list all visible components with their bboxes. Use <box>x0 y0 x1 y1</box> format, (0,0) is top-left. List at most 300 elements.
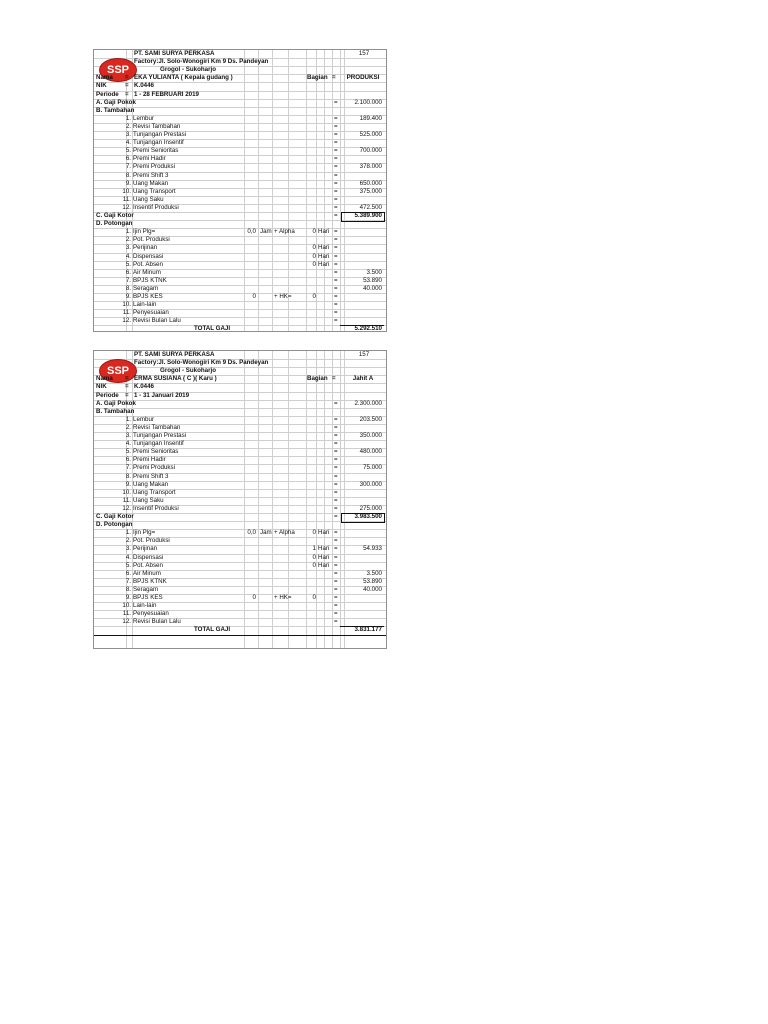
item-eq: = <box>334 537 338 545</box>
ssp-logo: SSP <box>99 359 137 383</box>
total-gaji-label: TOTAL GAJI <box>194 325 231 332</box>
item-number: 8. <box>125 171 131 179</box>
item-number: 6. <box>125 569 131 577</box>
tambahan-item-row <box>94 172 386 180</box>
item-value: 472.500 <box>359 203 382 211</box>
item-value: 3.500 <box>366 569 382 577</box>
item-label: Revisi Tambahan <box>133 423 181 431</box>
item-eq: = <box>334 203 338 211</box>
item-number: 7. <box>125 464 131 472</box>
item-label: Insentif Produksi <box>133 203 179 211</box>
tambahan-item-row <box>94 131 386 139</box>
item-label: Lain-lain <box>133 602 157 610</box>
item-days: 1 <box>312 545 316 553</box>
periode-eq: = <box>125 90 129 98</box>
gaji-pokok-row <box>94 99 386 107</box>
item-days: 0 <box>312 561 316 569</box>
item-label: Lembur <box>133 114 154 122</box>
item-hours: 0,0 <box>247 529 256 537</box>
item-label: Ijin Plg= <box>133 529 156 537</box>
potongan-item-row <box>94 244 386 252</box>
item-days-unit: Hari <box>318 252 330 260</box>
item-label: Revisi Tambahan <box>133 122 181 130</box>
total-bottom-rule <box>340 325 384 326</box>
nama-value: ERMA SUSIANA ( C )( Karu ) <box>134 375 217 383</box>
factory-address: Factory:Jl. Solo-Wonogiri Km 9 Ds. Pandeyan <box>134 58 269 66</box>
address-row-1 <box>94 58 386 66</box>
item-label: Uang Saku <box>133 496 164 504</box>
nik-value: K.0446 <box>134 383 154 391</box>
item-label: Air Minum <box>133 268 161 276</box>
item-eq: = <box>334 131 338 138</box>
tambahan-item-row <box>94 155 386 163</box>
potongan-header-row <box>94 521 386 529</box>
item-value: 75.000 <box>363 464 382 472</box>
item-label: Lain-lain <box>133 301 157 309</box>
item-value: 54.933 <box>363 545 382 553</box>
item-label: Uang Saku <box>133 195 164 203</box>
item-days: 0 <box>312 228 316 236</box>
item-eq: = <box>334 585 338 593</box>
periode-value: 1 - 28 FEBRUARI 2019 <box>134 90 199 98</box>
item-eq: = <box>334 577 338 585</box>
potongan-item-row <box>94 545 386 553</box>
gaji-kotor-eq: = <box>334 513 338 520</box>
bagian-eq: = <box>332 375 336 383</box>
item-number: 12. <box>122 504 131 512</box>
item-value: 700.000 <box>359 147 382 155</box>
potongan-item-row <box>94 277 386 285</box>
total-gaji-value: 5.292.510 <box>354 325 382 332</box>
item-number: 4. <box>125 139 131 147</box>
potongan-item-row <box>94 570 386 578</box>
tambahan-item-row <box>94 448 386 456</box>
item-number: 5. <box>125 448 131 456</box>
potongan-item-row <box>94 610 386 618</box>
item-label: Seragam <box>133 284 159 292</box>
company-row <box>94 351 386 359</box>
item-hours: 0,0 <box>247 228 256 236</box>
tambahan-item-row <box>94 147 386 155</box>
gaji-pokok-label: A. Gaji Pokok <box>96 98 136 106</box>
slip-number: 157 <box>358 351 370 358</box>
tambahan-item-row <box>94 489 386 497</box>
payslip-1 <box>93 49 387 332</box>
total-gaji-value: 3.831.177 <box>354 626 382 634</box>
tambahan-header-row <box>94 408 386 416</box>
item-value: 40.000 <box>363 585 382 593</box>
nama-label: Nama <box>96 375 113 383</box>
address-row-2 <box>94 367 386 375</box>
item-number: 11. <box>122 496 131 504</box>
item-hours: 0 <box>252 594 256 601</box>
gaji-pokok-eq: = <box>334 98 338 106</box>
item-value: 350.000 <box>359 432 382 439</box>
tambahan-label: B. Tambahan <box>96 407 135 415</box>
nama-label: Nama <box>96 74 113 82</box>
item-number: 4. <box>125 553 131 561</box>
item-value: 650.000 <box>359 179 382 187</box>
total-row <box>94 626 386 634</box>
item-number: 1. <box>125 114 131 122</box>
bagian-value: Jahit A <box>352 375 374 383</box>
item-label: Dispensasi <box>133 553 164 561</box>
item-number: 1. <box>125 529 131 537</box>
item-number: 1. <box>125 228 131 236</box>
potongan-item-row <box>94 537 386 545</box>
item-number: 8. <box>125 472 131 480</box>
item-label: Revisi Bulan Lalu <box>133 317 181 325</box>
item-hours: 0 <box>252 293 256 300</box>
item-number: 1. <box>125 415 131 423</box>
nama-value: EKA YULIANTA ( Kepala gudang ) <box>134 74 233 82</box>
item-number: 3. <box>125 244 131 252</box>
item-number: 12. <box>122 203 131 211</box>
tambahan-item-row <box>94 196 386 204</box>
total-gaji-label: TOTAL GAJI <box>194 626 231 634</box>
item-eq: = <box>334 268 338 276</box>
item-label: Tunjangan Prestasi <box>133 432 187 439</box>
item-label: Tunjangan Insentif <box>133 440 184 448</box>
item-label: Insentif Produksi <box>133 504 179 512</box>
item-eq: = <box>334 456 338 464</box>
tambahan-item-row <box>94 163 386 171</box>
item-eq: = <box>334 228 338 236</box>
item-eq: = <box>334 293 338 300</box>
item-value: 203.500 <box>359 415 382 423</box>
item-value: 189.400 <box>359 114 382 122</box>
item-number: 8. <box>125 585 131 593</box>
potongan-item-row <box>94 562 386 570</box>
item-number: 6. <box>125 268 131 276</box>
item-label: Penyesuaian <box>133 610 169 618</box>
item-hours-unit: Jam <box>260 228 272 236</box>
gaji-pokok-eq: = <box>334 399 338 407</box>
nik-eq: = <box>125 82 129 90</box>
item-eq: = <box>334 252 338 260</box>
item-eq: = <box>334 496 338 504</box>
item-number: 5. <box>125 260 131 268</box>
tambahan-item-row <box>94 115 386 123</box>
item-number: 5. <box>125 147 131 155</box>
item-extra-label: + Alpha <box>274 529 295 537</box>
item-label: BPJS KTNK <box>133 276 167 284</box>
item-days-unit: Hari <box>318 529 330 537</box>
item-eq: = <box>334 504 338 512</box>
item-days-unit: Hari <box>318 545 330 553</box>
item-value: 375.000 <box>359 187 382 195</box>
item-label: Uang Transport <box>133 488 176 496</box>
item-value: 53.890 <box>363 276 382 284</box>
total-row <box>94 325 386 332</box>
item-eq: = <box>334 545 338 553</box>
item-eq: = <box>334 602 338 610</box>
item-eq: = <box>334 187 338 195</box>
item-number: 12. <box>122 317 131 325</box>
city-address: Grogol - Sukoharjo <box>160 66 217 74</box>
tambahan-item-row <box>94 473 386 481</box>
total-top-rule <box>94 635 386 636</box>
item-label: Perijinan <box>133 244 158 252</box>
item-value: 40.000 <box>363 284 382 292</box>
nik-row <box>94 82 386 90</box>
item-eq: = <box>334 594 338 601</box>
potongan-item-row <box>94 586 386 594</box>
item-label: Premi Produksi <box>133 163 175 171</box>
item-number: 2. <box>125 236 131 244</box>
nik-label: NIK <box>96 383 107 391</box>
periode-label: Periode <box>96 391 119 399</box>
item-eq: = <box>334 415 338 423</box>
gaji-kotor-value: 3.983.500 <box>354 513 382 520</box>
address-row-1 <box>94 359 386 367</box>
item-number: 9. <box>125 293 131 300</box>
item-number: 5. <box>125 561 131 569</box>
item-eq: = <box>334 195 338 203</box>
potongan-item-row <box>94 554 386 562</box>
gaji-kotor-label: C. Gaji Kotor <box>96 212 134 219</box>
item-number: 3. <box>125 545 131 553</box>
item-number: 8. <box>125 284 131 292</box>
gaji-pokok-row <box>94 400 386 408</box>
item-number: 9. <box>125 594 131 601</box>
item-days: 0 <box>312 594 316 601</box>
nama-eq: = <box>125 375 129 383</box>
item-value: 480.000 <box>359 448 382 456</box>
item-eq: = <box>334 529 338 537</box>
item-value: 53.890 <box>363 577 382 585</box>
potongan-item-row <box>94 594 386 602</box>
item-eq: = <box>334 284 338 292</box>
potongan-item-row <box>94 285 386 293</box>
item-days: 0 <box>312 293 316 300</box>
tambahan-item-row <box>94 416 386 424</box>
item-label: Uang Makan <box>133 480 169 488</box>
ssp-logo: SSP <box>99 58 137 82</box>
item-label: Revisi Bulan Lalu <box>133 618 181 626</box>
potongan-item-row <box>94 269 386 277</box>
gaji-pokok-value: 2.100.000 <box>354 98 382 106</box>
tambahan-item-row <box>94 456 386 464</box>
item-eq: = <box>334 122 338 130</box>
company-row <box>94 50 386 58</box>
nik-eq: = <box>125 383 129 391</box>
slip-number: 157 <box>358 50 370 57</box>
item-number: 11. <box>122 195 131 203</box>
nik-value: K.0446 <box>134 82 154 90</box>
item-eq: = <box>334 163 338 171</box>
item-number: 11. <box>122 610 131 618</box>
item-label: Uang Transport <box>133 187 176 195</box>
periode-label: Periode <box>96 90 119 98</box>
item-eq: = <box>334 179 338 187</box>
item-label: Uang Makan <box>133 179 169 187</box>
tambahan-label: B. Tambahan <box>96 106 135 114</box>
item-days-unit: Hari <box>318 553 330 561</box>
item-value: 300.000 <box>359 480 382 488</box>
item-number: 6. <box>125 456 131 464</box>
item-number: 10. <box>122 187 131 195</box>
address-row-2 <box>94 66 386 74</box>
item-label: Pot. Produksi <box>133 537 170 545</box>
potongan-item-row <box>94 602 386 610</box>
item-eq: = <box>334 448 338 456</box>
item-number: 12. <box>122 618 131 626</box>
item-label: Premi Shift 3 <box>133 171 169 179</box>
potongan-label: D. Potongan <box>96 521 133 529</box>
item-number: 10. <box>122 301 131 309</box>
tambahan-item-row <box>94 139 386 147</box>
nama-row <box>94 74 386 82</box>
tambahan-item-row <box>94 481 386 489</box>
factory-address: Factory:Jl. Solo-Wonogiri Km 9 Ds. Pandeyan <box>134 359 269 367</box>
item-eq: = <box>334 569 338 577</box>
item-number: 2. <box>125 122 131 130</box>
item-days: 0 <box>312 260 316 268</box>
periode-value: 1 - 31 Januari 2019 <box>134 391 190 399</box>
item-label: BPJS KTNK <box>133 577 167 585</box>
item-number: 11. <box>122 309 131 317</box>
tambahan-item-row <box>94 432 386 440</box>
item-eq: = <box>334 440 338 448</box>
item-number: 10. <box>122 488 131 496</box>
bagian-label: Bagian <box>307 74 328 82</box>
item-number: 2. <box>125 537 131 545</box>
item-number: 3. <box>125 131 131 138</box>
item-number: 7. <box>125 163 131 171</box>
item-eq: = <box>334 155 338 163</box>
tambahan-item-row <box>94 464 386 472</box>
item-label: BPJS KES <box>133 293 163 300</box>
bagian-value: PRODUKSI <box>346 74 380 82</box>
tambahan-header-row <box>94 107 386 115</box>
potongan-header-row <box>94 220 386 228</box>
potongan-item-row <box>94 578 386 586</box>
company-name: PT. SAMI SURYA PERKASA <box>134 50 215 57</box>
item-number: 3. <box>125 432 131 439</box>
item-days-unit: Hari <box>318 228 330 236</box>
nama-row <box>94 375 386 383</box>
item-number: 9. <box>125 480 131 488</box>
potongan-label: D. Potongan <box>96 220 133 228</box>
item-value: 3.500 <box>366 268 382 276</box>
item-label: Seragam <box>133 585 159 593</box>
bagian-eq: = <box>332 74 336 82</box>
item-label: Pot. Absen <box>133 561 163 569</box>
item-number: 7. <box>125 577 131 585</box>
potongan-item-row <box>94 228 386 236</box>
potongan-item-row <box>94 529 386 537</box>
potongan-item-row <box>94 261 386 269</box>
item-extra-label: + Alpha <box>274 228 295 236</box>
item-days-unit: Hari <box>318 244 330 252</box>
item-eq: = <box>334 432 338 439</box>
gaji-pokok-label: A. Gaji Pokok <box>96 399 136 407</box>
item-label: Tunjangan Insentif <box>133 139 184 147</box>
tambahan-item-row <box>94 440 386 448</box>
item-label: Premi Senioritas <box>133 448 179 456</box>
item-days-unit: Hari <box>318 260 330 268</box>
item-eq: = <box>334 423 338 431</box>
item-number: 6. <box>125 155 131 163</box>
item-value: 525.000 <box>359 131 382 138</box>
tambahan-item-row <box>94 123 386 131</box>
item-eq: = <box>334 472 338 480</box>
item-eq: = <box>334 464 338 472</box>
item-eq: = <box>334 561 338 569</box>
company-name: PT. SAMI SURYA PERKASA <box>134 351 215 358</box>
item-number: 9. <box>125 179 131 187</box>
item-label: Premi Hadir <box>133 155 166 163</box>
total-bottom-rule <box>340 626 384 627</box>
bagian-label: Bagian <box>307 375 328 383</box>
potongan-item-row <box>94 253 386 261</box>
item-days: 0 <box>312 252 316 260</box>
item-eq: = <box>334 114 338 122</box>
potongan-item-row <box>94 301 386 309</box>
nama-eq: = <box>125 74 129 82</box>
item-eq: = <box>334 260 338 268</box>
gaji-kotor-value: 5.389.900 <box>354 212 382 219</box>
item-label: Air Minum <box>133 569 161 577</box>
item-days-unit: Hari <box>318 561 330 569</box>
item-eq: = <box>334 301 338 309</box>
periode-eq: = <box>125 391 129 399</box>
item-label: Pot. Absen <box>133 260 163 268</box>
item-eq: = <box>334 317 338 325</box>
item-label: Perijinan <box>133 545 158 553</box>
item-days: 0 <box>312 244 316 252</box>
potongan-item-row <box>94 236 386 244</box>
item-eq: = <box>334 618 338 626</box>
item-eq: = <box>334 139 338 147</box>
item-eq: = <box>334 147 338 155</box>
nik-row <box>94 383 386 391</box>
item-value: 275.000 <box>359 504 382 512</box>
gaji-kotor-label: C. Gaji Kotor <box>96 513 134 520</box>
periode-row <box>94 91 386 99</box>
item-label: Ijin Plg= <box>133 228 156 236</box>
item-eq: = <box>334 276 338 284</box>
item-eq: = <box>334 244 338 252</box>
tambahan-item-row <box>94 424 386 432</box>
item-number: 4. <box>125 252 131 260</box>
potongan-item-row <box>94 309 386 317</box>
payslip-2 <box>93 350 387 649</box>
item-label: Penyesuaian <box>133 309 169 317</box>
item-label: Dispensasi <box>133 252 164 260</box>
potongan-item-row <box>94 293 386 301</box>
item-days: 0 <box>312 529 316 537</box>
nik-label: NIK <box>96 82 107 90</box>
item-number: 2. <box>125 423 131 431</box>
item-number: 10. <box>122 602 131 610</box>
item-eq: = <box>334 488 338 496</box>
city-address: Grogol - Sukoharjo <box>160 367 217 375</box>
gaji-kotor-eq: = <box>334 212 338 219</box>
tambahan-item-row <box>94 180 386 188</box>
gaji-pokok-value: 2.300.000 <box>354 399 382 407</box>
item-label: Tunjangan Prestasi <box>133 131 187 138</box>
tambahan-item-row <box>94 188 386 196</box>
item-label: BPJS KES <box>133 594 163 601</box>
item-label: Premi Hadir <box>133 456 166 464</box>
item-extra-label: + HK= <box>274 293 292 300</box>
item-hours-unit: Jam <box>260 529 272 537</box>
item-label: Premi Senioritas <box>133 147 179 155</box>
item-value: 378.000 <box>359 163 382 171</box>
item-days: 0 <box>312 553 316 561</box>
